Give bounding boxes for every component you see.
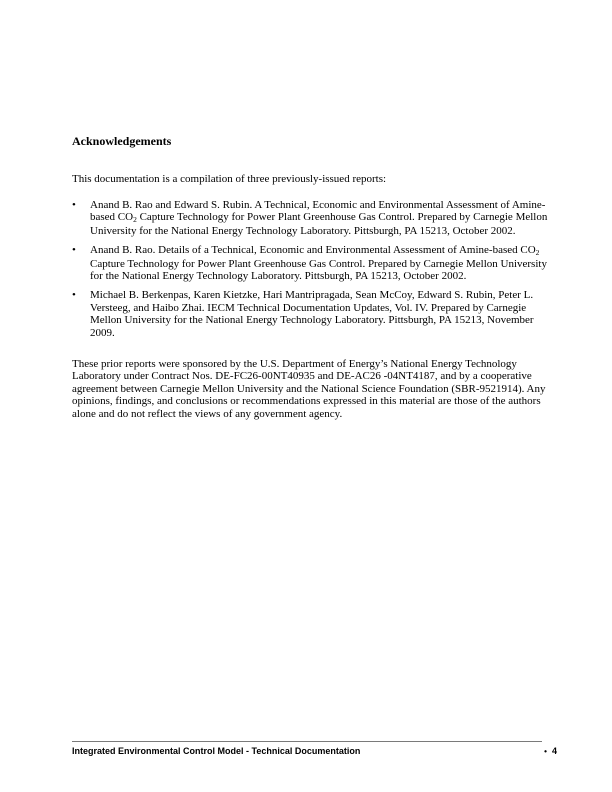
report-text [90, 289, 534, 338]
report-text-start: Anand B. Rao and Edward S. Rubin. A Technical, Economic and Environmental Assessment of Amine-based CO [90, 199, 546, 224]
report-text-end: Capture Technology for Power Plant Greenhouse Gas Control. Prepared by Carnegie Mellon University for the National Energy Technology Laboratory. Pittsburgh, PA 15213, October 2002. [90, 211, 548, 237]
subscript-two: 2 [535, 248, 540, 258]
page-bullet-icon: • [544, 747, 547, 756]
subscript-two: 2 [133, 215, 137, 225]
page-number [544, 746, 557, 757]
footer-divider [72, 741, 542, 742]
report-item [72, 244, 548, 282]
report-text [90, 244, 547, 282]
intro-paragraph: This documentation is a compilation of three previously-issued reports: [72, 173, 387, 185]
report-item [72, 289, 548, 340]
bullet-icon: • [72, 199, 76, 211]
bullet-icon: • [72, 289, 76, 302]
report-text [90, 199, 547, 237]
section-heading: Acknowledgements [72, 134, 172, 148]
footer-title: Integrated Environmental Control Model - Technical Documentation [72, 746, 361, 756]
page-number-value: 4 [551, 746, 557, 756]
report-text-start: Anand B. Rao. Details of a Technical, Economic and Environmental Assessment of Amine-based CO [90, 244, 536, 257]
report-text-end: Capture Technology for Power Plant Greenhouse Gas Control. Prepared by Carnegie Mellon University for the National Energy Technology Laboratory. Pittsburgh, PA 15213, October 2002. [90, 257, 547, 283]
report-text-start: Michael B. Berkenpas, Karen Kietzke, Hari Mantripragada, Sean McCoy, Edward S. Rubin, Peter L. Versteeg, and Haibo Zhai. IECM Technical Documentation Updates, Vol. IV. Prepared by Carnegie Mellon University for the National Energy Technology Laboratory. Pittsburgh, PA 15213, November 2009. [90, 289, 534, 339]
bullet-icon: • [72, 244, 76, 257]
report-item [72, 199, 548, 237]
report-list [72, 199, 548, 347]
closing-paragraph: These prior reports were sponsored by the U.S. Department of Energy’s National Energy Technology Laboratory under Contract Nos. DE-FC26-00NT40935 and DE-AC26 -04NT4187, and by a cooperative agreement between Carnegie Mellon University and the National Science Foundation (SBR-9521914). Any opinions, findings, and conclusions or recommendations expressed in this material are those of the authors alone and do not reflect the views of any government agency. [72, 358, 546, 420]
